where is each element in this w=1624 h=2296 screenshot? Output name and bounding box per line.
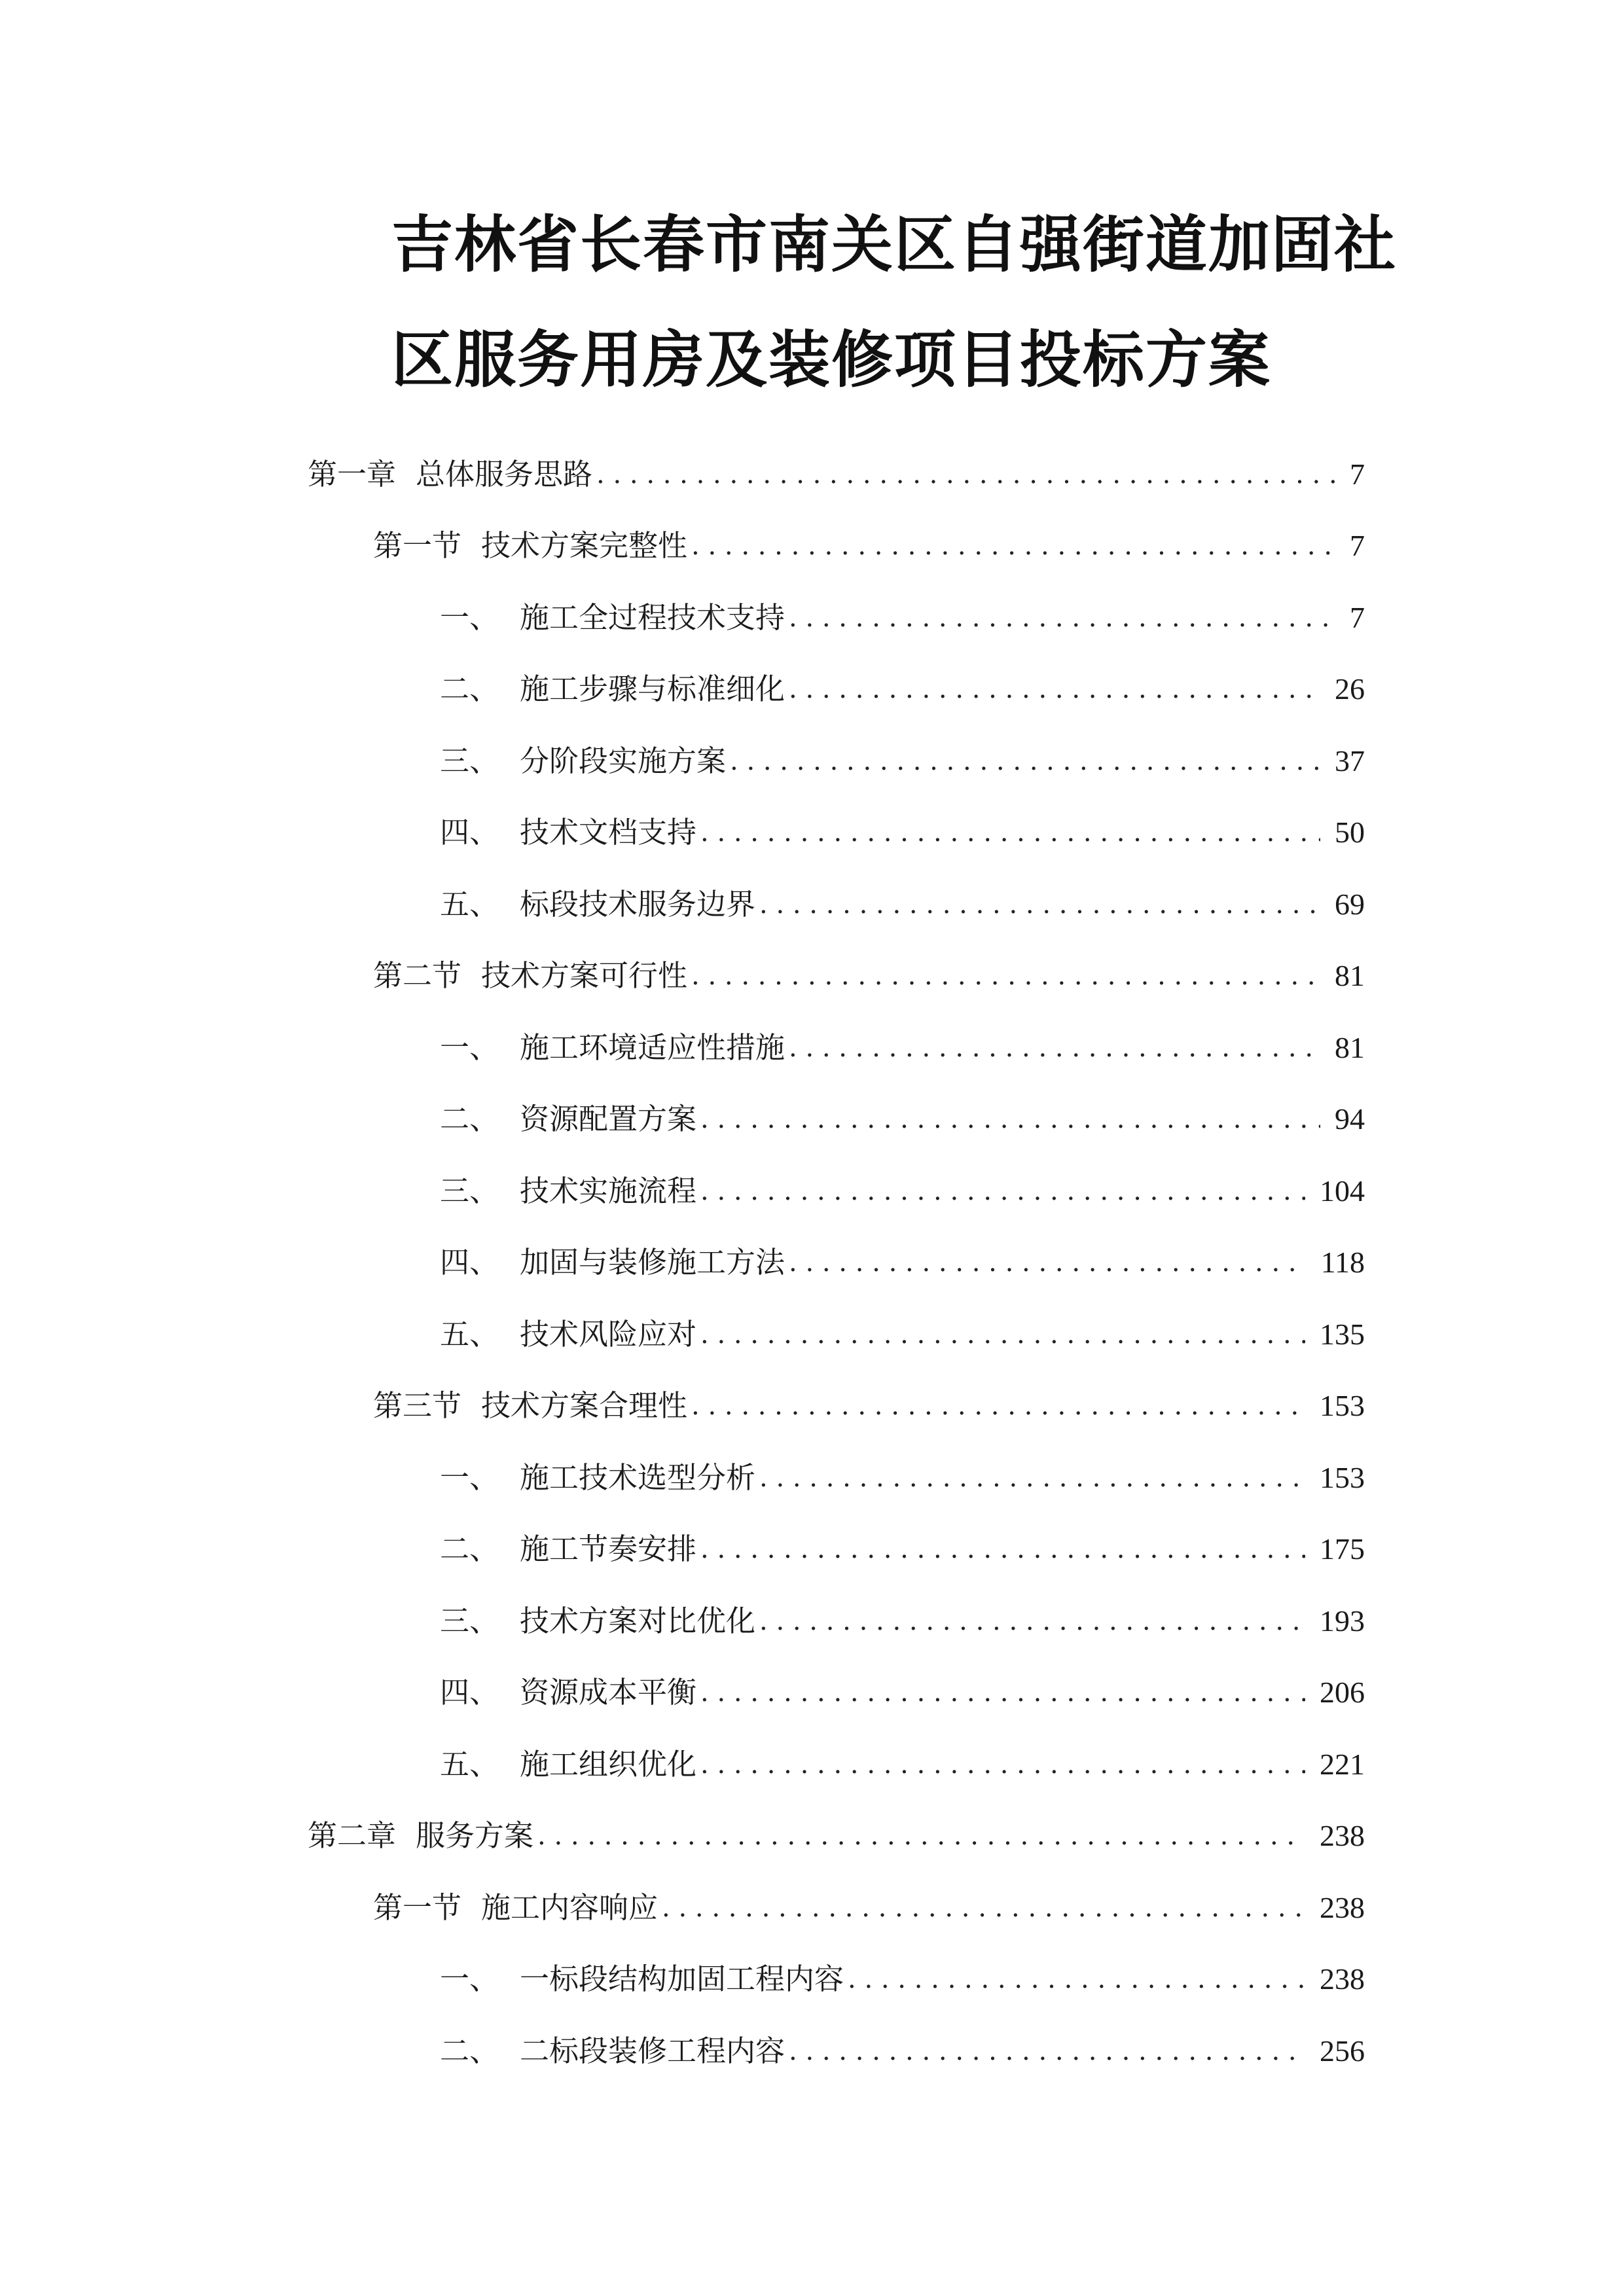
toc-entry-page-number: 50 [1335, 816, 1365, 850]
toc-dot-leader [691, 1386, 1305, 1426]
toc-dot-leader [700, 1745, 1305, 1784]
toc-entry-number: 一、 [440, 1460, 499, 1495]
toc-entry-page-number: 104 [1320, 1174, 1365, 1208]
toc-entry[interactable] [0, 582, 1365, 654]
toc-entry[interactable] [0, 439, 1365, 511]
toc-entry-number: 第二节 [373, 958, 462, 994]
toc-entry[interactable] [0, 1872, 1365, 1944]
toc-entry-label: 施工步骤与标准细化 [520, 672, 785, 707]
toc-entry-number: 第一节 [373, 1890, 462, 1925]
toc-entry-label: 施工节奏安排 [520, 1532, 697, 1567]
toc-entry-number: 第一章 [308, 456, 397, 492]
toc-entry[interactable] [0, 654, 1365, 726]
toc-entry-number: 三、 [440, 1173, 499, 1208]
toc-entry-label: 技术方案对比优化 [520, 1603, 756, 1638]
toc-entry-label: 施工环境适应性措施 [520, 1030, 785, 1065]
toc-dot-leader [596, 455, 1335, 494]
toc-dot-leader [759, 885, 1320, 924]
toc-entry-number: 四、 [440, 1245, 499, 1280]
toc-entry-label: 服务方案 [416, 1818, 534, 1854]
toc-entry-number: 四、 [440, 815, 499, 850]
toc-entry-label: 施工组织优化 [520, 1746, 697, 1782]
toc-entry-number: 第二章 [308, 1818, 397, 1854]
toc-dot-leader [759, 1602, 1305, 1641]
toc-entry-page-number: 7 [1350, 457, 1365, 491]
toc-entry-page-number: 7 [1350, 529, 1365, 563]
toc-entry-page-number: 135 [1320, 1317, 1365, 1351]
toc-entry-page-number: 69 [1335, 887, 1365, 921]
toc-entry-page-number: 26 [1335, 672, 1365, 706]
toc-entry[interactable] [0, 2015, 1365, 2087]
toc-entry[interactable] [0, 1371, 1365, 1443]
toc-dot-leader [789, 1028, 1320, 1067]
toc-entry-number: 二、 [440, 1102, 499, 1137]
toc-entry-page-number: 153 [1320, 1460, 1365, 1494]
toc-entry-number: 五、 [440, 1746, 499, 1782]
toc-entry[interactable] [0, 1801, 1365, 1873]
toc-entry-page-number: 175 [1320, 1532, 1365, 1566]
toc-entry[interactable] [0, 725, 1365, 797]
toc-entry-page-number: 37 [1335, 744, 1365, 778]
document-title-line-2: 区服务用房及装修项目投标方案 [391, 325, 1272, 396]
toc-entry-number: 二、 [440, 672, 499, 707]
toc-dot-leader [700, 1315, 1305, 1354]
toc-entry-number: 二、 [440, 2033, 499, 2068]
toc-entry-page-number: 81 [1335, 1030, 1365, 1064]
toc-entry-number: 三、 [440, 1603, 499, 1638]
toc-entry[interactable] [0, 1299, 1365, 1371]
toc-dot-leader [700, 813, 1320, 852]
toc-entry-label: 二标段装修工程内容 [520, 2033, 785, 2068]
toc-entry-number: 第三节 [373, 1388, 462, 1424]
toc-entry-number: 二、 [440, 1532, 499, 1567]
table-of-contents [0, 439, 1624, 2087]
toc-entry[interactable] [0, 941, 1365, 1013]
toc-dot-leader [700, 1530, 1305, 1569]
toc-entry-page-number: 238 [1320, 1962, 1365, 1996]
toc-entry-number: 五、 [440, 886, 499, 922]
toc-dot-leader [662, 1888, 1305, 1928]
toc-entry[interactable] [0, 511, 1365, 583]
toc-entry-number: 一、 [440, 1030, 499, 1065]
toc-entry[interactable] [0, 869, 1365, 941]
toc-dot-leader [691, 526, 1335, 565]
toc-dot-leader [789, 670, 1320, 709]
toc-entry-label: 技术方案可行性 [481, 958, 688, 994]
toc-entry-page-number: 7 [1350, 600, 1365, 634]
toc-entry-label: 技术文档支持 [520, 815, 697, 850]
toc-entry[interactable] [0, 1442, 1365, 1514]
toc-entry[interactable] [0, 1514, 1365, 1586]
toc-entry-number: 四、 [440, 1675, 499, 1710]
toc-entry-label: 标段技术服务边界 [520, 886, 756, 922]
toc-entry-label: 技术方案合理性 [481, 1388, 688, 1424]
toc-dot-leader [759, 1458, 1305, 1498]
toc-entry-number: 一、 [440, 1962, 499, 1997]
toc-dot-leader [789, 598, 1335, 637]
toc-dot-leader [789, 1243, 1307, 1282]
toc-dot-leader [691, 956, 1320, 996]
toc-entry[interactable] [0, 1585, 1365, 1657]
toc-entry-number: 一、 [440, 600, 499, 635]
toc-entry-page-number: 193 [1320, 1604, 1365, 1638]
toc-entry-label: 资源配置方案 [520, 1102, 697, 1137]
toc-entry-label: 施工技术选型分析 [520, 1460, 756, 1495]
toc-entry-label: 资源成本平衡 [520, 1675, 697, 1710]
toc-dot-leader [848, 1960, 1305, 1999]
toc-entry-number: 第一节 [373, 528, 462, 564]
document-title-line-1: 吉林省长春市南关区自强街道加固社 [391, 209, 1398, 281]
toc-dot-leader [789, 2032, 1305, 2071]
toc-entry-page-number: 238 [1320, 1890, 1365, 1924]
toc-entry-label: 分阶段实施方案 [520, 743, 727, 778]
toc-entry-label: 技术方案完整性 [481, 528, 688, 564]
toc-entry-page-number: 153 [1320, 1389, 1365, 1423]
toc-dot-leader [700, 1100, 1320, 1139]
toc-dot-leader [730, 742, 1320, 781]
toc-entry[interactable] [0, 1657, 1365, 1729]
toc-entry-label: 技术风险应对 [520, 1316, 697, 1352]
toc-entry-number: 五、 [440, 1316, 499, 1352]
toc-entry[interactable] [0, 1227, 1365, 1299]
toc-entry-page-number: 238 [1320, 1819, 1365, 1853]
toc-entry[interactable] [0, 1084, 1365, 1156]
toc-entry-number: 三、 [440, 743, 499, 778]
toc-dot-leader [537, 1816, 1305, 1856]
toc-entry-label: 施工全过程技术支持 [520, 600, 785, 635]
toc-entry-label: 总体服务思路 [416, 456, 593, 492]
toc-entry[interactable] [0, 797, 1365, 869]
toc-dot-leader [700, 1673, 1305, 1712]
toc-entry-page-number: 118 [1320, 1246, 1365, 1280]
toc-entry-page-number: 221 [1320, 1747, 1365, 1781]
toc-entry-label: 加固与装修施工方法 [520, 1245, 785, 1280]
toc-entry[interactable] [0, 1944, 1365, 2016]
toc-entry-label: 技术实施流程 [520, 1173, 697, 1208]
toc-entry[interactable] [0, 1012, 1365, 1084]
toc-entry-page-number: 206 [1320, 1676, 1365, 1710]
toc-entry-label: 施工内容响应 [481, 1890, 659, 1925]
toc-entry[interactable] [0, 1729, 1365, 1801]
toc-entry-label: 一标段结构加固工程内容 [520, 1962, 844, 1997]
toc-entry-page-number: 81 [1335, 959, 1365, 993]
toc-entry-page-number: 256 [1320, 2034, 1365, 2068]
toc-entry[interactable] [0, 1155, 1365, 1227]
toc-entry-page-number: 94 [1335, 1102, 1365, 1136]
toc-dot-leader [700, 1172, 1305, 1211]
